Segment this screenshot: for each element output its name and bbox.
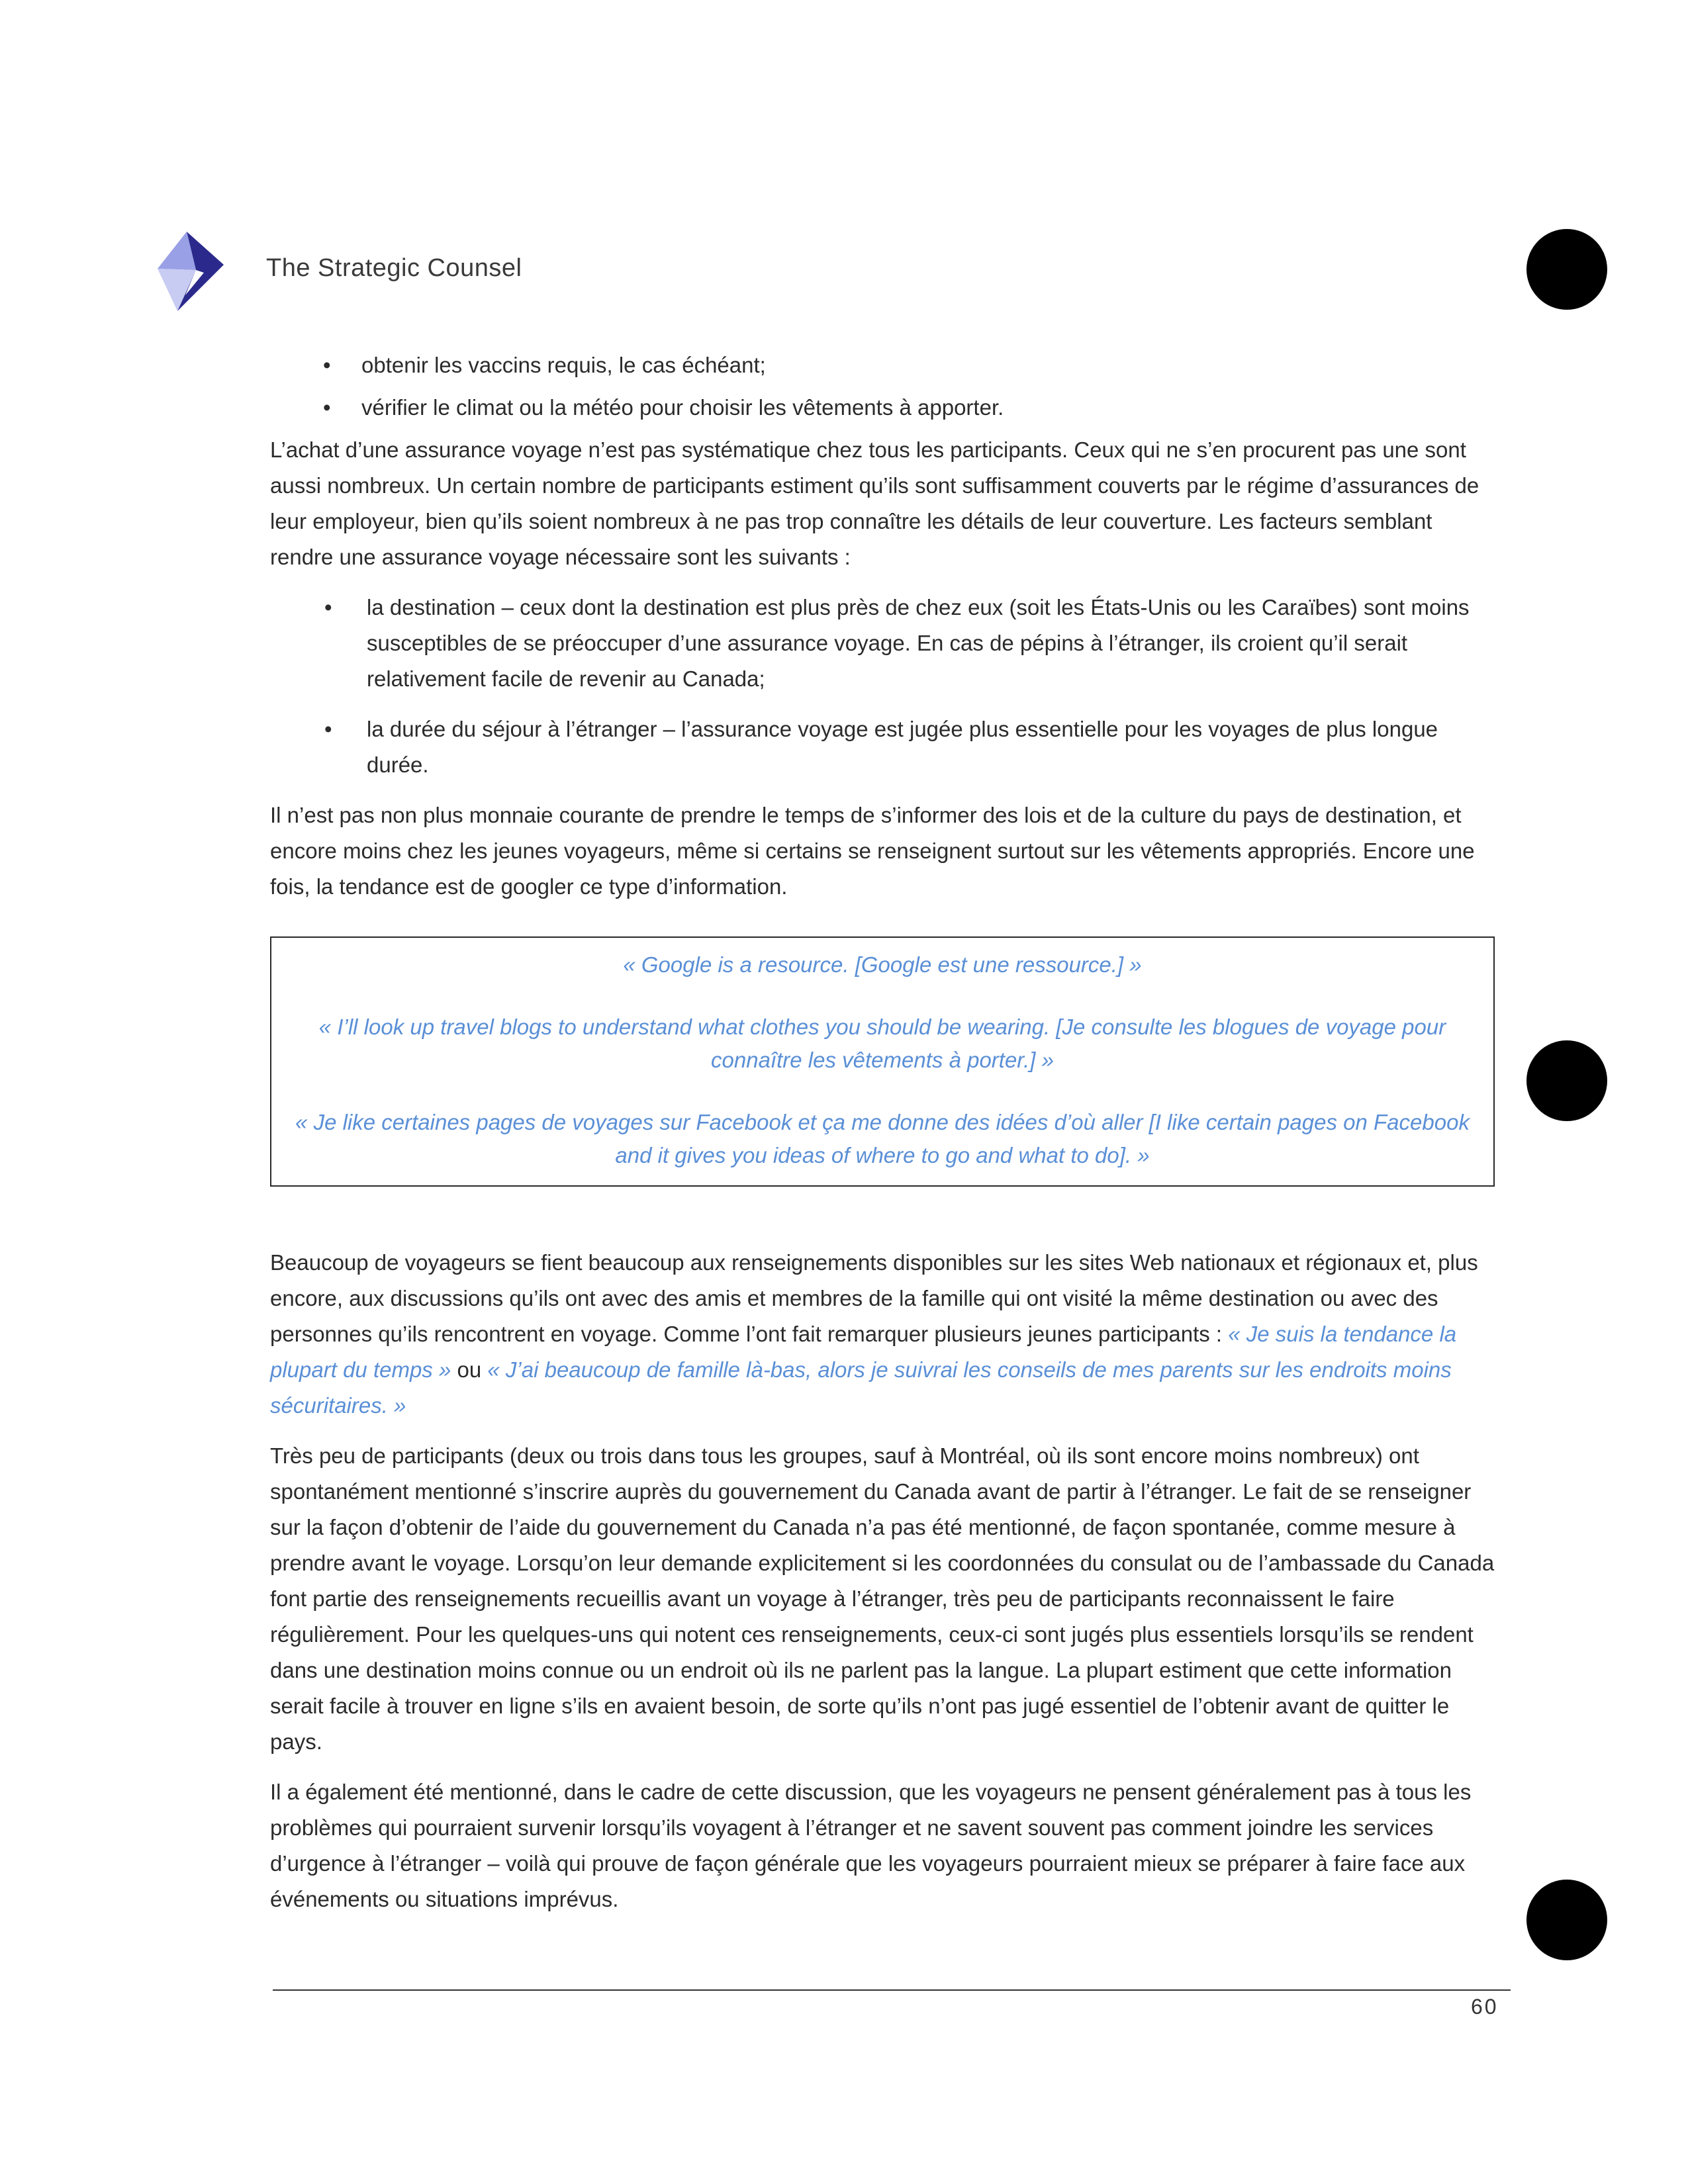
- punch-hole: [1526, 1040, 1607, 1121]
- brand-name: The Strategic Counsel: [266, 254, 522, 282]
- paragraph-registration: Très peu de participants (deux ou trois dans tous les groupes, sauf à Montréal, où ils sont encore moins nombreux) ont spontanément mentionné s’inscrire auprès du gouvernement du Canada avant de partir à l’étranger. Le fait de se renseigner sur la façon d’obtenir de l’aide du gouvernement du Canada n’a pas été mentionné, de façon spontanée, comme mesure à prendre avant le voyage. Lorsqu’on leur demande explicitement si les coordonnées du consulat ou de l’ambassade du Canada font partie des renseignements recueillis avant un voyage à l’étranger, très peu de participants reconnaissent le faire régulièrement. Pour les quelques-uns qui notent ces renseignements, ceux-ci sont jugés plus essentiels lorsqu’ils se rendent dans une destination moins connue ou un endroit où ils ne parlent pas la langue. La plupart estiment que cette information serait facile à trouver en ligne s’ils en avaient besoin, de sorte qu’ils n’ont pas jugé essentiel de l’obtenir avant de quitter le pays.: [270, 1443, 1495, 1754]
- bullet-icon: •: [323, 395, 331, 420]
- bullet-list-factors: [270, 590, 1501, 783]
- quote-box: [270, 936, 1495, 1187]
- page-body: [270, 347, 1501, 1932]
- footer-rule: [273, 1989, 1511, 1991]
- bullet-icon: •: [323, 353, 331, 377]
- quote: « I’ll look up travel blogs to understand what clothes you should be wearing. [Je consulte les blogues de voyage pour connaître les vêtements à porter.] »: [318, 1015, 1446, 1072]
- list-item: • la destination – ceux dont la destination est plus près de chez eux (soit les États-Unis ou les Caraïbes) sont moins susceptibles de se préoccuper d’une assurance voyage. En cas de pépins à l’étranger, ils croient qu’il serait relativement facile de revenir au Canada;: [270, 590, 1501, 697]
- paragraph-emergencies: Il a également été mentionné, dans le cadre de cette discussion, que les voyageurs ne pensent généralement pas à tous les problèmes qui pourraient survenir lorsqu’ils voyagent à l’étranger et ne savent souvent pas comment joindre les services d’urgence à l’étranger – voilà qui prouve de façon générale que les voyageurs pourraient mieux se préparer à faire face aux événements ou situations imprévus.: [270, 1780, 1472, 1911]
- paragraph-information-sources: Beaucoup de voyageurs se fient beaucoup aux renseignements disponibles sur les sites Web nationaux et régionaux et, plus encore, aux discussions qu’ils ont avec des amis et membres de la famille qui ont visité la même destination ou avec des personnes qu’ils rencontrent en voyage. Comme l’ont fait remarquer plusieurs jeunes participants : « Je suis la tendance la plupart du temps » ou « J’ai beaucoup de famille là-bas, alors je suivrai les conseils de mes parents sur les endroits moins sécuritaires. »: [270, 1250, 1478, 1418]
- list-item: • obtenir les vaccins requis, le cas échéant;: [270, 347, 1501, 383]
- bullet-list-top: [270, 347, 1501, 426]
- paragraph-insurance: L’achat d’une assurance voyage n’est pas systématique chez tous les participants. Ceux qui ne s’en procurent pas une sont aussi nombreux. Un certain nombre de participants estiment qu’ils sont suffisamment couverts par le régime d’assurances de leur employeur, bien qu’ils soient nombreux à ne pas trop connaître les détails de leur couverture. Les facteurs semblant rendre une assurance voyage nécessaire sont les suivants :: [270, 437, 1479, 569]
- quote: « Google is a resource. [Google est une ressource.] »: [623, 952, 1142, 977]
- bullet-icon: •: [324, 595, 332, 619]
- inline-quote: « J’ai beaucoup de famille là-bas, alors je suivrai les conseils de mes parents sur les endroits moins sécuritaires. »: [270, 1357, 1452, 1418]
- quote: « Je like certaines pages de voyages sur Facebook et ça me donne des idées d’où aller [I like certain pages on Facebook and it gives you ideas of where to go and what to do]. »: [295, 1110, 1470, 1167]
- bullet-icon: •: [324, 717, 332, 741]
- inline-quote: « Je suis la tendance la plupart du temps »: [270, 1322, 1457, 1382]
- punch-hole: [1526, 1880, 1607, 1960]
- page-number: 60: [1471, 1995, 1499, 2019]
- list-item: • vérifier le climat ou la météo pour choisir les vêtements à apporter.: [270, 390, 1501, 426]
- paragraph-laws-culture: Il n’est pas non plus monnaie courante de prendre le temps de s’informer des lois et de la culture du pays de destination, et encore moins chez les jeunes voyageurs, même si certains se renseignent surtout sur les vêtements appropriés. Encore une fois, la tendance est de googler ce type d’information.: [270, 803, 1475, 899]
- punch-hole: [1526, 229, 1607, 310]
- list-item: • la durée du séjour à l’étranger – l’assurance voyage est jugée plus essentielle pour les voyages de plus longue durée.: [270, 711, 1501, 783]
- strategic-counsel-logo: [158, 232, 224, 311]
